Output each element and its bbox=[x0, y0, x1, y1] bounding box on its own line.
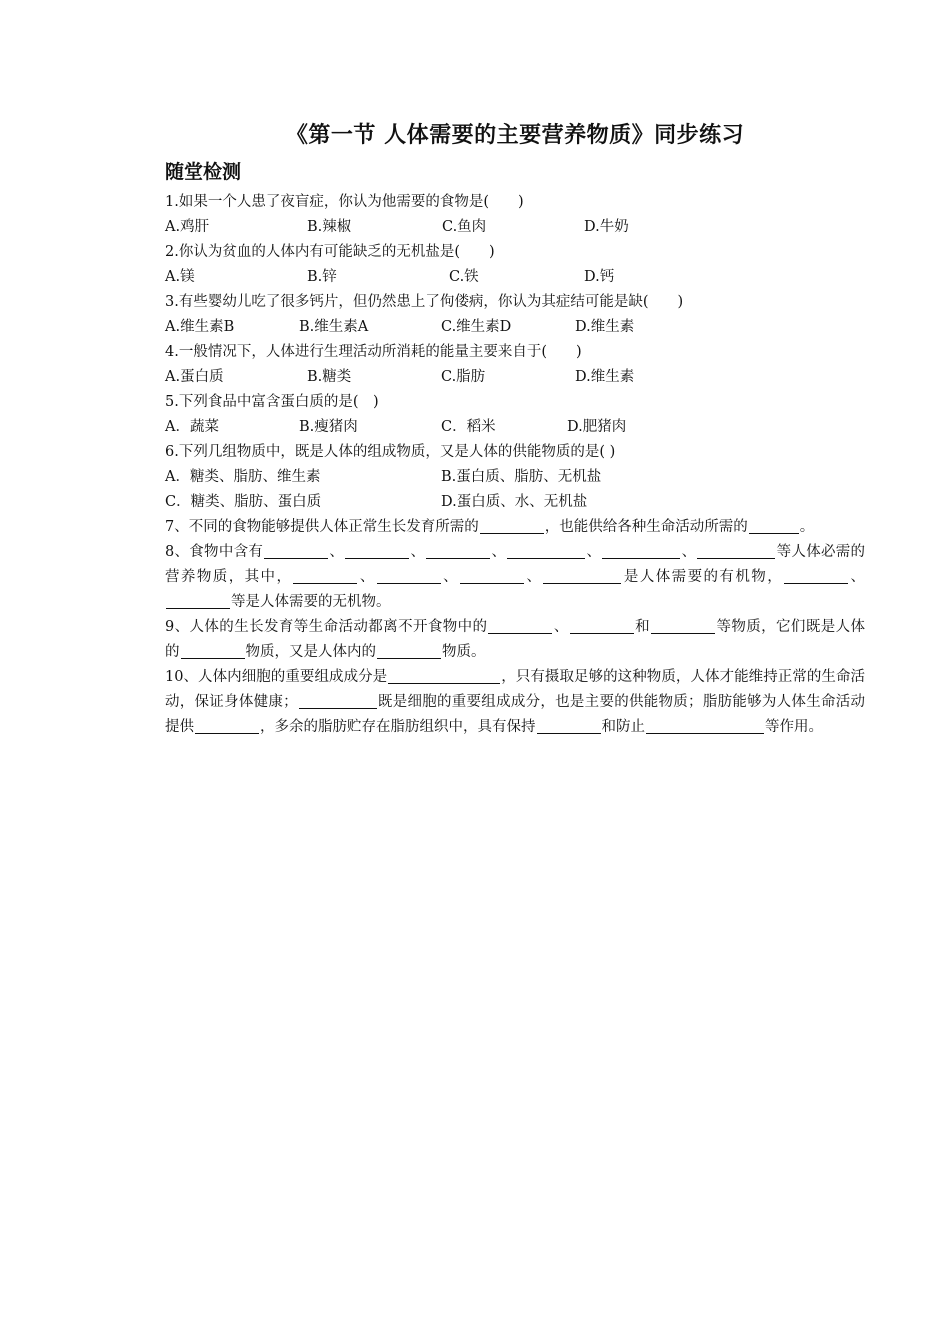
question-6-options-row1 bbox=[165, 465, 865, 490]
option-d: D.维生素 bbox=[575, 369, 635, 385]
answer-blank[interactable] bbox=[651, 617, 715, 634]
section-heading: 随堂检测 bbox=[165, 161, 242, 183]
question-3-options bbox=[165, 315, 865, 340]
answer-blank[interactable] bbox=[377, 567, 441, 584]
question-5-stem: 5.下列食品中富含蛋白质的是( ) bbox=[165, 394, 379, 410]
answer-blank[interactable] bbox=[543, 567, 621, 584]
option-d: D.维生素 bbox=[575, 319, 635, 335]
answer-blank[interactable] bbox=[460, 567, 524, 584]
option-b: B.瘦猪肉 bbox=[299, 419, 358, 435]
answer-blank[interactable] bbox=[388, 667, 500, 684]
option-d: D.牛奶 bbox=[584, 219, 629, 235]
option-b: B.辣椒 bbox=[307, 219, 352, 235]
answer-blank[interactable] bbox=[299, 692, 377, 709]
worksheet bbox=[165, 118, 865, 740]
option-b: B.蛋白质、脂肪、无机盐 bbox=[441, 469, 602, 485]
answer-blank[interactable] bbox=[480, 517, 544, 534]
page-title: 《第一节 人体需要的主要营养物质》同步练习 bbox=[285, 122, 745, 148]
answer-blank[interactable] bbox=[293, 567, 357, 584]
option-b: B.糖类 bbox=[307, 369, 352, 385]
answer-blank[interactable] bbox=[646, 717, 764, 734]
option-a: A.蛋白质 bbox=[165, 369, 224, 385]
answer-blank[interactable] bbox=[602, 542, 680, 559]
question-1-options bbox=[165, 215, 865, 240]
option-b: B.维生素A bbox=[299, 319, 369, 335]
option-c: C.铁 bbox=[449, 269, 479, 285]
option-c: C.脂肪 bbox=[441, 369, 486, 385]
option-c: C．稻米 bbox=[441, 419, 496, 435]
question-7: 7、不同的食物能够提供人体正常生长发育所需的 ，也能供给各种生命活动所需的 。 bbox=[165, 519, 815, 535]
answer-blank[interactable] bbox=[749, 517, 799, 534]
answer-blank[interactable] bbox=[488, 617, 552, 634]
answer-blank[interactable] bbox=[426, 542, 490, 559]
answer-blank[interactable] bbox=[697, 542, 775, 559]
answer-blank[interactable] bbox=[264, 542, 328, 559]
answer-blank[interactable] bbox=[570, 617, 634, 634]
option-a: A．糖类、脂肪、维生素 bbox=[165, 469, 321, 485]
answer-blank[interactable] bbox=[377, 642, 441, 659]
answer-blank[interactable] bbox=[166, 592, 230, 609]
option-d: D.肥猪肉 bbox=[567, 419, 627, 435]
question-4-stem: 4.一般情况下，人体进行生理活动所消耗的能量主要来自于( ) bbox=[165, 344, 582, 360]
question-5-options bbox=[165, 415, 865, 440]
option-d: D.钙 bbox=[584, 269, 615, 285]
answer-blank[interactable] bbox=[345, 542, 409, 559]
option-c: C．糖类、脂肪、蛋白质 bbox=[165, 494, 322, 510]
question-8: 8、食物中含有 、 、 、 、 、 等人体必需的营养物质，其中， 、 、 、 是人体需要的有机物， 、等是人体需要的无机物。 bbox=[165, 544, 866, 610]
answer-blank[interactable] bbox=[181, 642, 245, 659]
option-a: A.镁 bbox=[165, 269, 195, 285]
option-c: C.鱼肉 bbox=[442, 219, 487, 235]
answer-blank[interactable] bbox=[195, 717, 259, 734]
option-a: A.维生素B bbox=[165, 319, 235, 335]
question-9: 9、人体的生长发育等生命活动都离不开食物中的 、 和 等物质，它们既是人体的 物质，又是人体内的 物质。 bbox=[165, 619, 866, 660]
option-c: C.维生素D bbox=[441, 319, 512, 335]
question-6-options-row2 bbox=[165, 490, 865, 515]
option-b: B.锌 bbox=[307, 269, 337, 285]
question-1-stem: 1.如果一个人患了夜盲症，你认为他需要的食物是( ) bbox=[165, 194, 524, 210]
question-6-stem: 6.下列几组物质中，既是人体的组成物质，又是人体的供能物质的是( ) bbox=[165, 444, 616, 460]
question-2-options bbox=[165, 265, 865, 290]
answer-blank[interactable] bbox=[537, 717, 601, 734]
option-a: A.鸡肝 bbox=[165, 219, 210, 235]
question-4-options bbox=[165, 365, 865, 390]
question-10: 10、人体内细胞的重要组成成分是 ，只有摄取足够的这种物质，人体才能维持正常的生命活动，保证身体健康； 既是细胞的重要组成成分，也是主要的供能物质；脂肪能够为人体生命活动提供 ，多余的脂肪贮存在脂肪组织中，具有保持 和防止 等作用。 bbox=[165, 669, 866, 735]
question-3-stem: 3.有些婴幼儿吃了很多钙片，但仍然患上了佝偻病，你认为其症结可能是缺( ) bbox=[165, 294, 684, 310]
option-a: A．蔬菜 bbox=[165, 419, 219, 435]
answer-blank[interactable] bbox=[784, 567, 848, 584]
option-d: D.蛋白质、水、无机盐 bbox=[441, 494, 588, 510]
question-2-stem: 2.你认为贫血的人体内有可能缺乏的无机盐是( ) bbox=[165, 244, 495, 260]
answer-blank[interactable] bbox=[507, 542, 585, 559]
